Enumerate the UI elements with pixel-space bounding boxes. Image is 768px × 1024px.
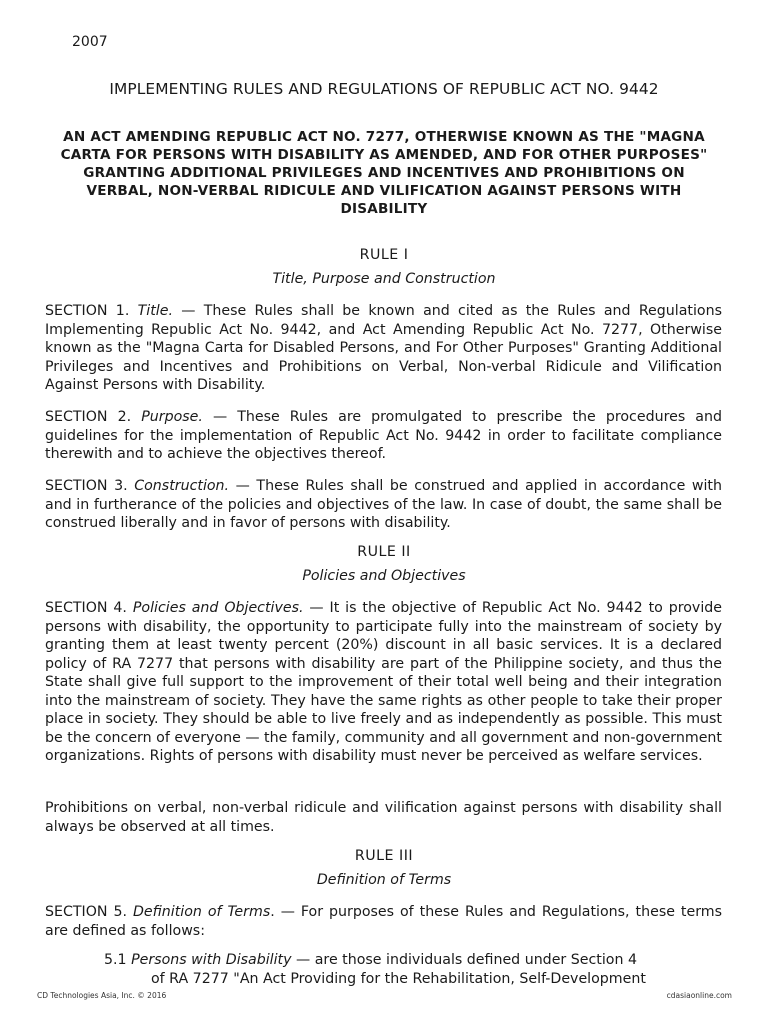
section-3-label: Construction. xyxy=(134,478,230,494)
section-3-paragraph xyxy=(45,477,722,533)
document-year: 2007 xyxy=(72,34,108,50)
section-2-prefix: SECTION 2. xyxy=(45,409,142,425)
rule-2-subtitle: Policies and Objectives xyxy=(302,568,466,584)
section-5-text: . — For purposes of these Rules and Regulations, these terms are defined as follows: xyxy=(45,904,722,939)
section-1-text: — These Rules shall be known and cited as the Rules and Regulations Implementing Republic Act No. 9442, and Act Amending Republic Act No. 7277, Otherwise known as the "Magna Carta for Disabled Persons, and For Other Purposes" Granting Additional Privileges and Incentives and Prohibitions on Verbal, Non-verbal Ridicule and Vilification Against Persons with Disability. xyxy=(45,303,722,393)
section-4-text: — It is the objective of Republic Act No. 9442 to provide persons with disability, the opportunity to participate fully into the mainstream of society by granting them at least twenty percent (20%) discount in all basic services. It is a declared policy of RA 7277 that persons with disability are part of the Philippine society, and thus the State shall give full support to the improvement of their total well being and their integration into the mainstream of society. They have the same rights as other people to take their proper place in society. They should be able to live freely and as independently as possible. This must be the concern of everyone — the family, community and all government and non-government organizations. Rights of persons with disability must never be perceived as welfare services. xyxy=(45,600,722,764)
section-1-label: Title. xyxy=(137,303,173,319)
rule-1-heading: RULE I xyxy=(359,247,409,263)
definition-5-1-text-1: — are those individuals defined under Section 4 xyxy=(291,952,638,968)
section-1-prefix: SECTION 1. xyxy=(45,303,138,319)
rule-2-heading: RULE II xyxy=(357,544,411,560)
definition-5-1 xyxy=(104,951,704,989)
definition-5-1-text-2: of RA 7277 "An Act Providing for the Rehabilitation, Self-Development xyxy=(151,971,646,987)
rule-3-heading: RULE III xyxy=(354,848,414,864)
section-1-paragraph xyxy=(45,302,722,395)
section-3-text: — These Rules shall be construed and applied in accordance with and in furtherance of the policies and objectives of the law. In case of doubt, the same shall be construed liberally and in favor of persons with disability. xyxy=(45,478,722,531)
section-5-label: Definition of Terms xyxy=(132,904,271,920)
footer-copyright: CD Technologies Asia, Inc. © 2016 xyxy=(37,991,167,1000)
section-2-text: — These Rules are promulgated to prescribe the procedures and guidelines for the implementation of Republic Act No. 9442 in order to facilitate compliance therewith and to achieve the objectives thereof. xyxy=(45,409,722,462)
section-5-paragraph xyxy=(45,903,722,940)
footer-website: cdasiaonline.com xyxy=(666,991,732,1000)
section-4-prefix: SECTION 4. xyxy=(45,600,133,616)
section-5-prefix: SECTION 5. xyxy=(45,904,133,920)
definition-5-1-number: 5.1 xyxy=(104,952,132,968)
section-2-paragraph xyxy=(45,408,722,464)
rule-1-subtitle: Title, Purpose and Construction xyxy=(272,271,496,287)
section-4-paragraph xyxy=(45,599,722,766)
act-title: AN ACT AMENDING REPUBLIC ACT NO. 7277, OTHERWISE KNOWN AS THE "MAGNA CARTA FOR PERSONS WITH DISABILITY AS AMENDED, AND FOR OTHER PURPOSES" GRANTING ADDITIONAL PRIVILEGES AND INCENTIVES AND PROHIBITIONS ON VERBAL, NON-VERBAL RIDICULE AND VILIFICATION AGAINST PERSONS WITH DISABILITY xyxy=(60,129,708,217)
section-3-prefix: SECTION 3. xyxy=(45,478,135,494)
section-4-label: Policies and Objectives. xyxy=(132,600,304,616)
definition-5-1-label: Persons with Disability xyxy=(131,952,292,968)
rule-3-subtitle: Definition of Terms xyxy=(316,872,452,888)
document-title: IMPLEMENTING RULES AND REGULATIONS OF REPUBLIC ACT NO. 9442 xyxy=(109,80,659,98)
section-2-label: Purpose. xyxy=(141,409,203,425)
prohibitions-paragraph: Prohibitions on verbal, non-verbal ridicule and vilification against persons with disability shall always be observed at all times. xyxy=(45,800,722,835)
